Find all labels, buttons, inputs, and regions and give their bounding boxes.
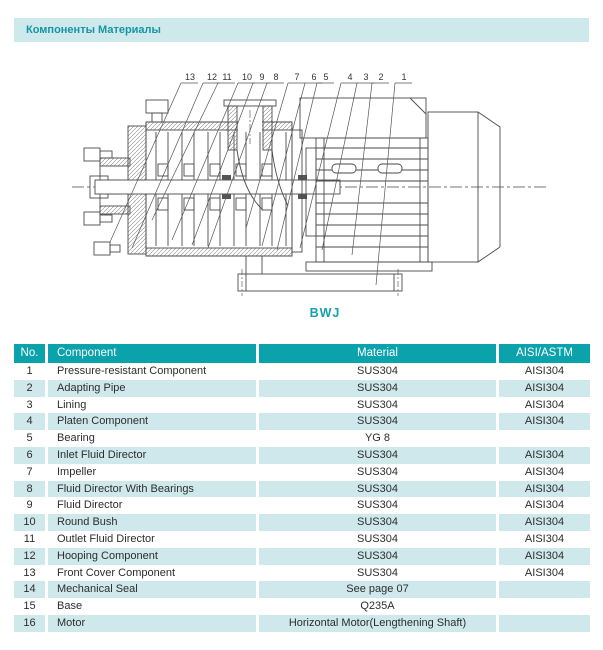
cell-component: Front Cover Component bbox=[57, 566, 175, 579]
table-row bbox=[14, 363, 590, 380]
table-row bbox=[14, 413, 590, 430]
cell-no: 9 bbox=[26, 499, 33, 512]
pump-cross-section-drawing bbox=[0, 60, 603, 302]
table-row bbox=[14, 615, 590, 632]
cell-no: 1 bbox=[26, 365, 33, 377]
table-row bbox=[14, 514, 590, 531]
callout-label: 10 bbox=[241, 72, 253, 82]
cell-no: 13 bbox=[23, 566, 36, 579]
cell-aisi: AISI304 bbox=[499, 380, 590, 397]
callout-label: 4 bbox=[347, 72, 353, 82]
callout-label: 11 bbox=[222, 72, 232, 82]
callout-label: 9 bbox=[259, 72, 265, 82]
table-row bbox=[14, 598, 590, 615]
cell-aisi: AISI304 bbox=[499, 548, 590, 565]
cell-aisi: AISI304 bbox=[524, 566, 565, 579]
column-header-material: Material bbox=[259, 344, 496, 363]
cell-component: Impeller bbox=[57, 465, 97, 478]
components-table bbox=[14, 344, 590, 632]
cell-component: Inlet Fluid Director bbox=[48, 447, 256, 464]
cell-aisi bbox=[499, 598, 590, 615]
table-row bbox=[14, 531, 590, 548]
section-header bbox=[14, 18, 589, 42]
cell-no: 16 bbox=[14, 615, 45, 632]
cell-no: 10 bbox=[14, 514, 45, 531]
column-header-aisi-astm: AISI/ASTM bbox=[499, 344, 590, 363]
cell-aisi: AISI304 bbox=[499, 514, 590, 531]
cell-aisi: AISI304 bbox=[524, 398, 565, 411]
callout-label: 6 bbox=[311, 72, 317, 82]
cell-material: SUS304 bbox=[259, 548, 496, 565]
cell-material: SUS304 bbox=[259, 447, 496, 464]
table-row bbox=[14, 581, 590, 598]
cell-aisi: AISI304 bbox=[499, 481, 590, 498]
cell-material: SUS304 bbox=[259, 514, 496, 531]
table-body bbox=[14, 363, 590, 632]
cell-material: SUS304 bbox=[259, 380, 496, 397]
callout-label: 2 bbox=[378, 72, 384, 82]
table-row bbox=[14, 565, 590, 582]
table-row bbox=[14, 497, 590, 514]
callout-leader-line bbox=[376, 83, 395, 285]
cell-component: Fluid Director With Bearings bbox=[48, 481, 256, 498]
cell-material: SUS304 bbox=[259, 413, 496, 430]
cell-no: 3 bbox=[26, 398, 33, 411]
callout-label: 5 bbox=[323, 72, 329, 82]
cell-no: 4 bbox=[14, 413, 45, 430]
column-header-no: No. bbox=[14, 344, 45, 363]
cell-aisi bbox=[499, 581, 590, 598]
callout-label: 12 bbox=[206, 72, 218, 82]
cell-aisi: AISI304 bbox=[524, 465, 565, 478]
cell-aisi: AISI304 bbox=[499, 447, 590, 464]
table-row bbox=[14, 397, 590, 414]
cell-aisi: AISI304 bbox=[524, 532, 565, 545]
cell-component: Base bbox=[57, 600, 83, 613]
cell-component: Motor bbox=[48, 615, 256, 632]
cell-no: 12 bbox=[14, 548, 45, 565]
cell-material: Horizontal Motor(Lengthening Shaft) bbox=[259, 615, 496, 632]
cell-component: Bearing bbox=[57, 432, 95, 445]
cell-component: Adapting Pipe bbox=[48, 380, 256, 397]
callout-label: 8 bbox=[273, 72, 279, 82]
cell-component: Fluid Director bbox=[57, 499, 123, 512]
callout-label: 13 bbox=[184, 72, 196, 82]
drawing-area bbox=[0, 60, 603, 302]
cell-material: Q235A bbox=[360, 600, 395, 613]
table-row bbox=[14, 447, 590, 464]
cell-aisi: AISI304 bbox=[524, 365, 565, 377]
cell-material: SUS304 bbox=[357, 398, 398, 411]
cell-aisi bbox=[499, 615, 590, 632]
cell-component: Hooping Component bbox=[48, 548, 256, 565]
table-row bbox=[14, 481, 590, 498]
cell-no: 11 bbox=[23, 532, 36, 545]
table-row bbox=[14, 548, 590, 565]
callout-leader-line bbox=[208, 83, 267, 248]
cell-no: 7 bbox=[26, 465, 33, 478]
table-header-row bbox=[14, 344, 590, 363]
callout-leader-line bbox=[246, 83, 288, 228]
cell-material: SUS304 bbox=[259, 481, 496, 498]
cell-no: 15 bbox=[23, 600, 36, 613]
cell-aisi: AISI304 bbox=[499, 413, 590, 430]
cell-component: Pressure-resistant Component bbox=[57, 365, 207, 377]
callout-label: 3 bbox=[363, 72, 369, 82]
column-header-component: Component bbox=[48, 344, 256, 363]
cell-component: Platen Component bbox=[48, 413, 256, 430]
cell-aisi bbox=[499, 430, 590, 447]
cell-no: 8 bbox=[14, 481, 45, 498]
callout-label: 1 bbox=[401, 72, 407, 82]
cell-material: SUS304 bbox=[357, 465, 398, 478]
cell-material: SUS304 bbox=[357, 532, 398, 545]
cell-material: SUS304 bbox=[357, 365, 398, 377]
cell-no: 5 bbox=[26, 432, 33, 445]
cell-no: 14 bbox=[14, 581, 45, 598]
cell-component: Outlet Fluid Director bbox=[57, 532, 155, 545]
cell-material: See page 07 bbox=[259, 581, 496, 598]
table-row bbox=[14, 430, 590, 447]
section-title: Компоненты Материалы bbox=[26, 24, 161, 36]
cell-material: SUS304 bbox=[357, 499, 398, 512]
cell-no: 6 bbox=[14, 447, 45, 464]
cell-component: Lining bbox=[57, 398, 87, 411]
table-row bbox=[14, 380, 590, 397]
cell-component: Round Bush bbox=[48, 514, 256, 531]
cell-material: YG 8 bbox=[364, 432, 391, 445]
model-caption: BWJ bbox=[309, 306, 341, 320]
cell-material: SUS304 bbox=[357, 566, 398, 579]
cell-aisi: AISI304 bbox=[524, 499, 565, 512]
table-row bbox=[14, 464, 590, 481]
cell-component: Mechanical Seal bbox=[48, 581, 256, 598]
cell-no: 2 bbox=[14, 380, 45, 397]
callout-label: 7 bbox=[294, 72, 300, 82]
